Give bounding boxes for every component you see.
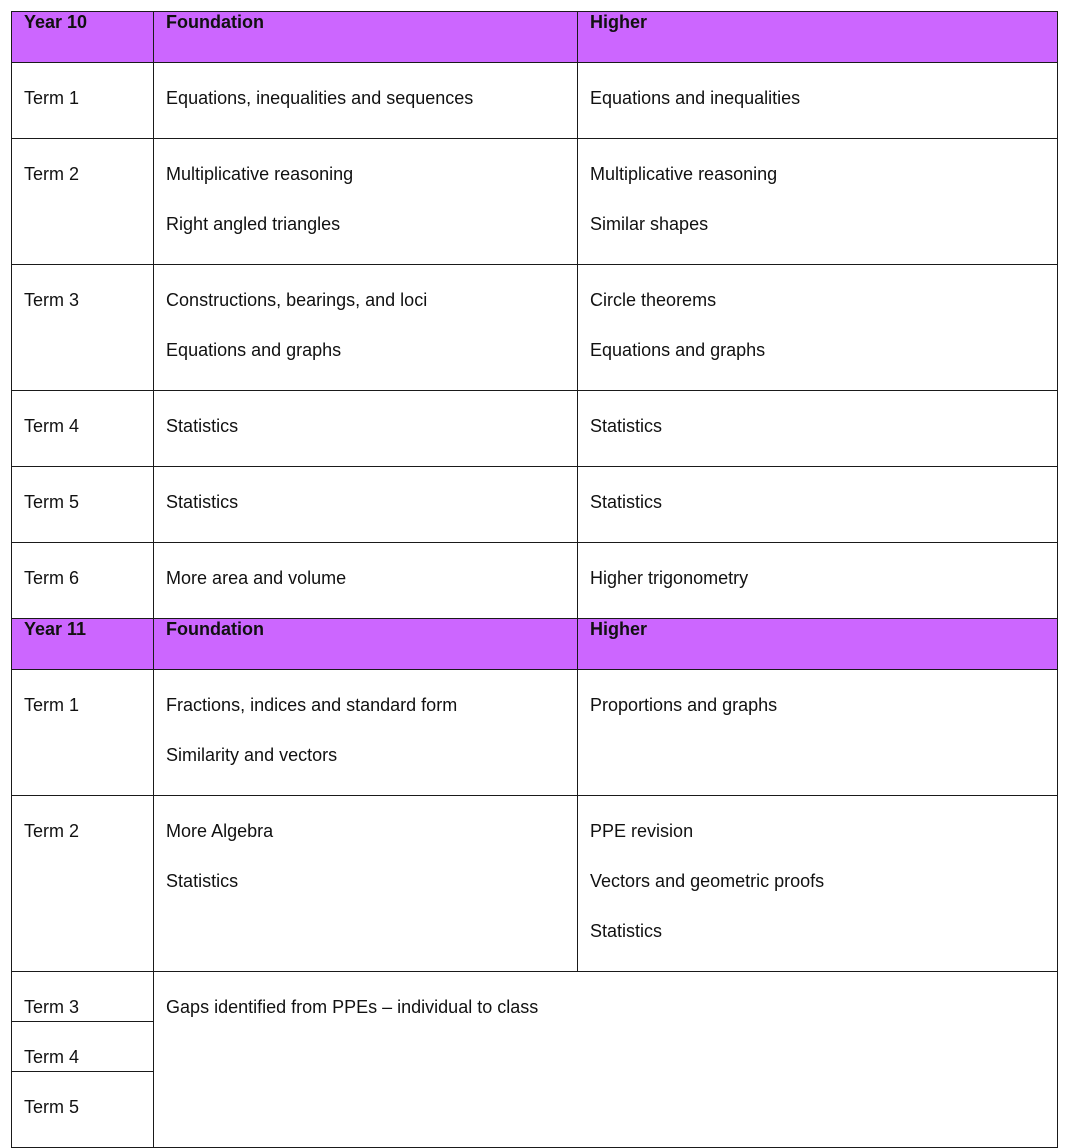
merged-note-cell bbox=[154, 972, 1058, 1148]
foundation-topics-cell bbox=[154, 139, 578, 265]
term-cell bbox=[12, 543, 154, 619]
foundation-topics-cell bbox=[154, 265, 578, 391]
term-label: Term 4 bbox=[24, 416, 80, 436]
term-label: Term 3 bbox=[24, 290, 80, 310]
topic-item: Right angled triangles bbox=[166, 214, 341, 234]
term-label: Term 6 bbox=[24, 568, 80, 588]
foundation-topics-cell bbox=[154, 63, 578, 139]
table-row bbox=[12, 796, 1058, 972]
higher-topics-cell bbox=[578, 391, 1058, 467]
topic-item: Statistics bbox=[590, 416, 663, 436]
year11-header-row bbox=[12, 619, 1058, 670]
year10-foundation-label: Foundation bbox=[166, 12, 265, 32]
topic-item: Circle theorems bbox=[590, 290, 717, 310]
foundation-topics-cell bbox=[154, 467, 578, 543]
year10-year-label: Year 10 bbox=[24, 12, 88, 32]
year11-header-year bbox=[12, 619, 154, 670]
topic-item: Statistics bbox=[166, 492, 239, 512]
year11-year-label: Year 11 bbox=[24, 619, 87, 639]
scheme-of-work-table bbox=[11, 11, 1058, 1148]
foundation-topics-cell bbox=[154, 670, 578, 796]
term-cell bbox=[12, 139, 154, 265]
higher-topics-cell bbox=[578, 63, 1058, 139]
year10-higher-label: Higher bbox=[590, 12, 648, 32]
topic-item: Similar shapes bbox=[590, 214, 709, 234]
term-cell bbox=[12, 670, 154, 796]
year11-header-foundation bbox=[154, 619, 578, 670]
topic-item: Constructions, bearings, and loci bbox=[166, 290, 428, 310]
table-row bbox=[12, 543, 1058, 619]
term-label: Term 2 bbox=[24, 164, 80, 184]
year11-header-higher bbox=[578, 619, 1058, 670]
table-row bbox=[12, 63, 1058, 139]
topic-item: Statistics bbox=[166, 871, 239, 891]
topic-item: Higher trigonometry bbox=[590, 568, 749, 588]
year10-header-higher bbox=[578, 12, 1058, 63]
topic-item: Equations and inequalities bbox=[590, 88, 801, 108]
topic-item: Equations, inequalities and sequences bbox=[166, 88, 474, 108]
term-cell bbox=[12, 63, 154, 139]
term-label: Term 4 bbox=[12, 1022, 153, 1072]
foundation-topics-cell bbox=[154, 391, 578, 467]
topic-item: PPE revision bbox=[590, 821, 694, 841]
term-cell bbox=[12, 265, 154, 391]
table-row bbox=[12, 391, 1058, 467]
higher-topics-cell bbox=[578, 796, 1058, 972]
higher-topics-cell bbox=[578, 265, 1058, 391]
term-label: Term 1 bbox=[24, 695, 80, 715]
term-stack-cell bbox=[12, 972, 154, 1148]
year11-foundation-label: Foundation bbox=[166, 619, 265, 639]
table-row bbox=[12, 139, 1058, 265]
term-label: Term 2 bbox=[24, 821, 80, 841]
topic-item: Equations and graphs bbox=[590, 340, 766, 360]
year10-header-foundation bbox=[154, 12, 578, 63]
term-label: Term 1 bbox=[24, 88, 80, 108]
topic-item: Multiplicative reasoning bbox=[590, 164, 778, 184]
topic-item: Vectors and geometric proofs bbox=[590, 871, 825, 891]
term-label: Term 5 bbox=[24, 492, 80, 512]
table-row bbox=[12, 265, 1058, 391]
higher-topics-cell bbox=[578, 670, 1058, 796]
higher-topics-cell bbox=[578, 543, 1058, 619]
term-cell bbox=[12, 796, 154, 972]
higher-topics-cell bbox=[578, 139, 1058, 265]
term-cell bbox=[12, 391, 154, 467]
topic-item: Statistics bbox=[590, 492, 663, 512]
term-label: Term 5 bbox=[24, 1097, 80, 1117]
topic-item: More area and volume bbox=[166, 568, 347, 588]
topic-item: Multiplicative reasoning bbox=[166, 164, 354, 184]
foundation-topics-cell bbox=[154, 543, 578, 619]
topic-item: Fractions, indices and standard form bbox=[166, 695, 458, 715]
higher-topics-cell bbox=[578, 467, 1058, 543]
term-cell bbox=[12, 467, 154, 543]
topic-item: Equations and graphs bbox=[166, 340, 342, 360]
year10-header-row bbox=[12, 12, 1058, 63]
topic-item: Statistics bbox=[590, 921, 663, 941]
foundation-topics-cell bbox=[154, 796, 578, 972]
table-row bbox=[12, 972, 1058, 1148]
year10-header-year bbox=[12, 12, 154, 63]
topic-item: Proportions and graphs bbox=[590, 695, 778, 715]
table-row bbox=[12, 467, 1058, 543]
table-row bbox=[12, 670, 1058, 796]
term-label: Term 3 bbox=[12, 972, 153, 1022]
year11-higher-label: Higher bbox=[590, 619, 648, 639]
topic-item: Similarity and vectors bbox=[166, 745, 338, 765]
topic-item: More Algebra bbox=[166, 821, 274, 841]
topic-item: Statistics bbox=[166, 416, 239, 436]
gaps-note: Gaps identified from PPEs – individual to class bbox=[166, 997, 539, 1017]
